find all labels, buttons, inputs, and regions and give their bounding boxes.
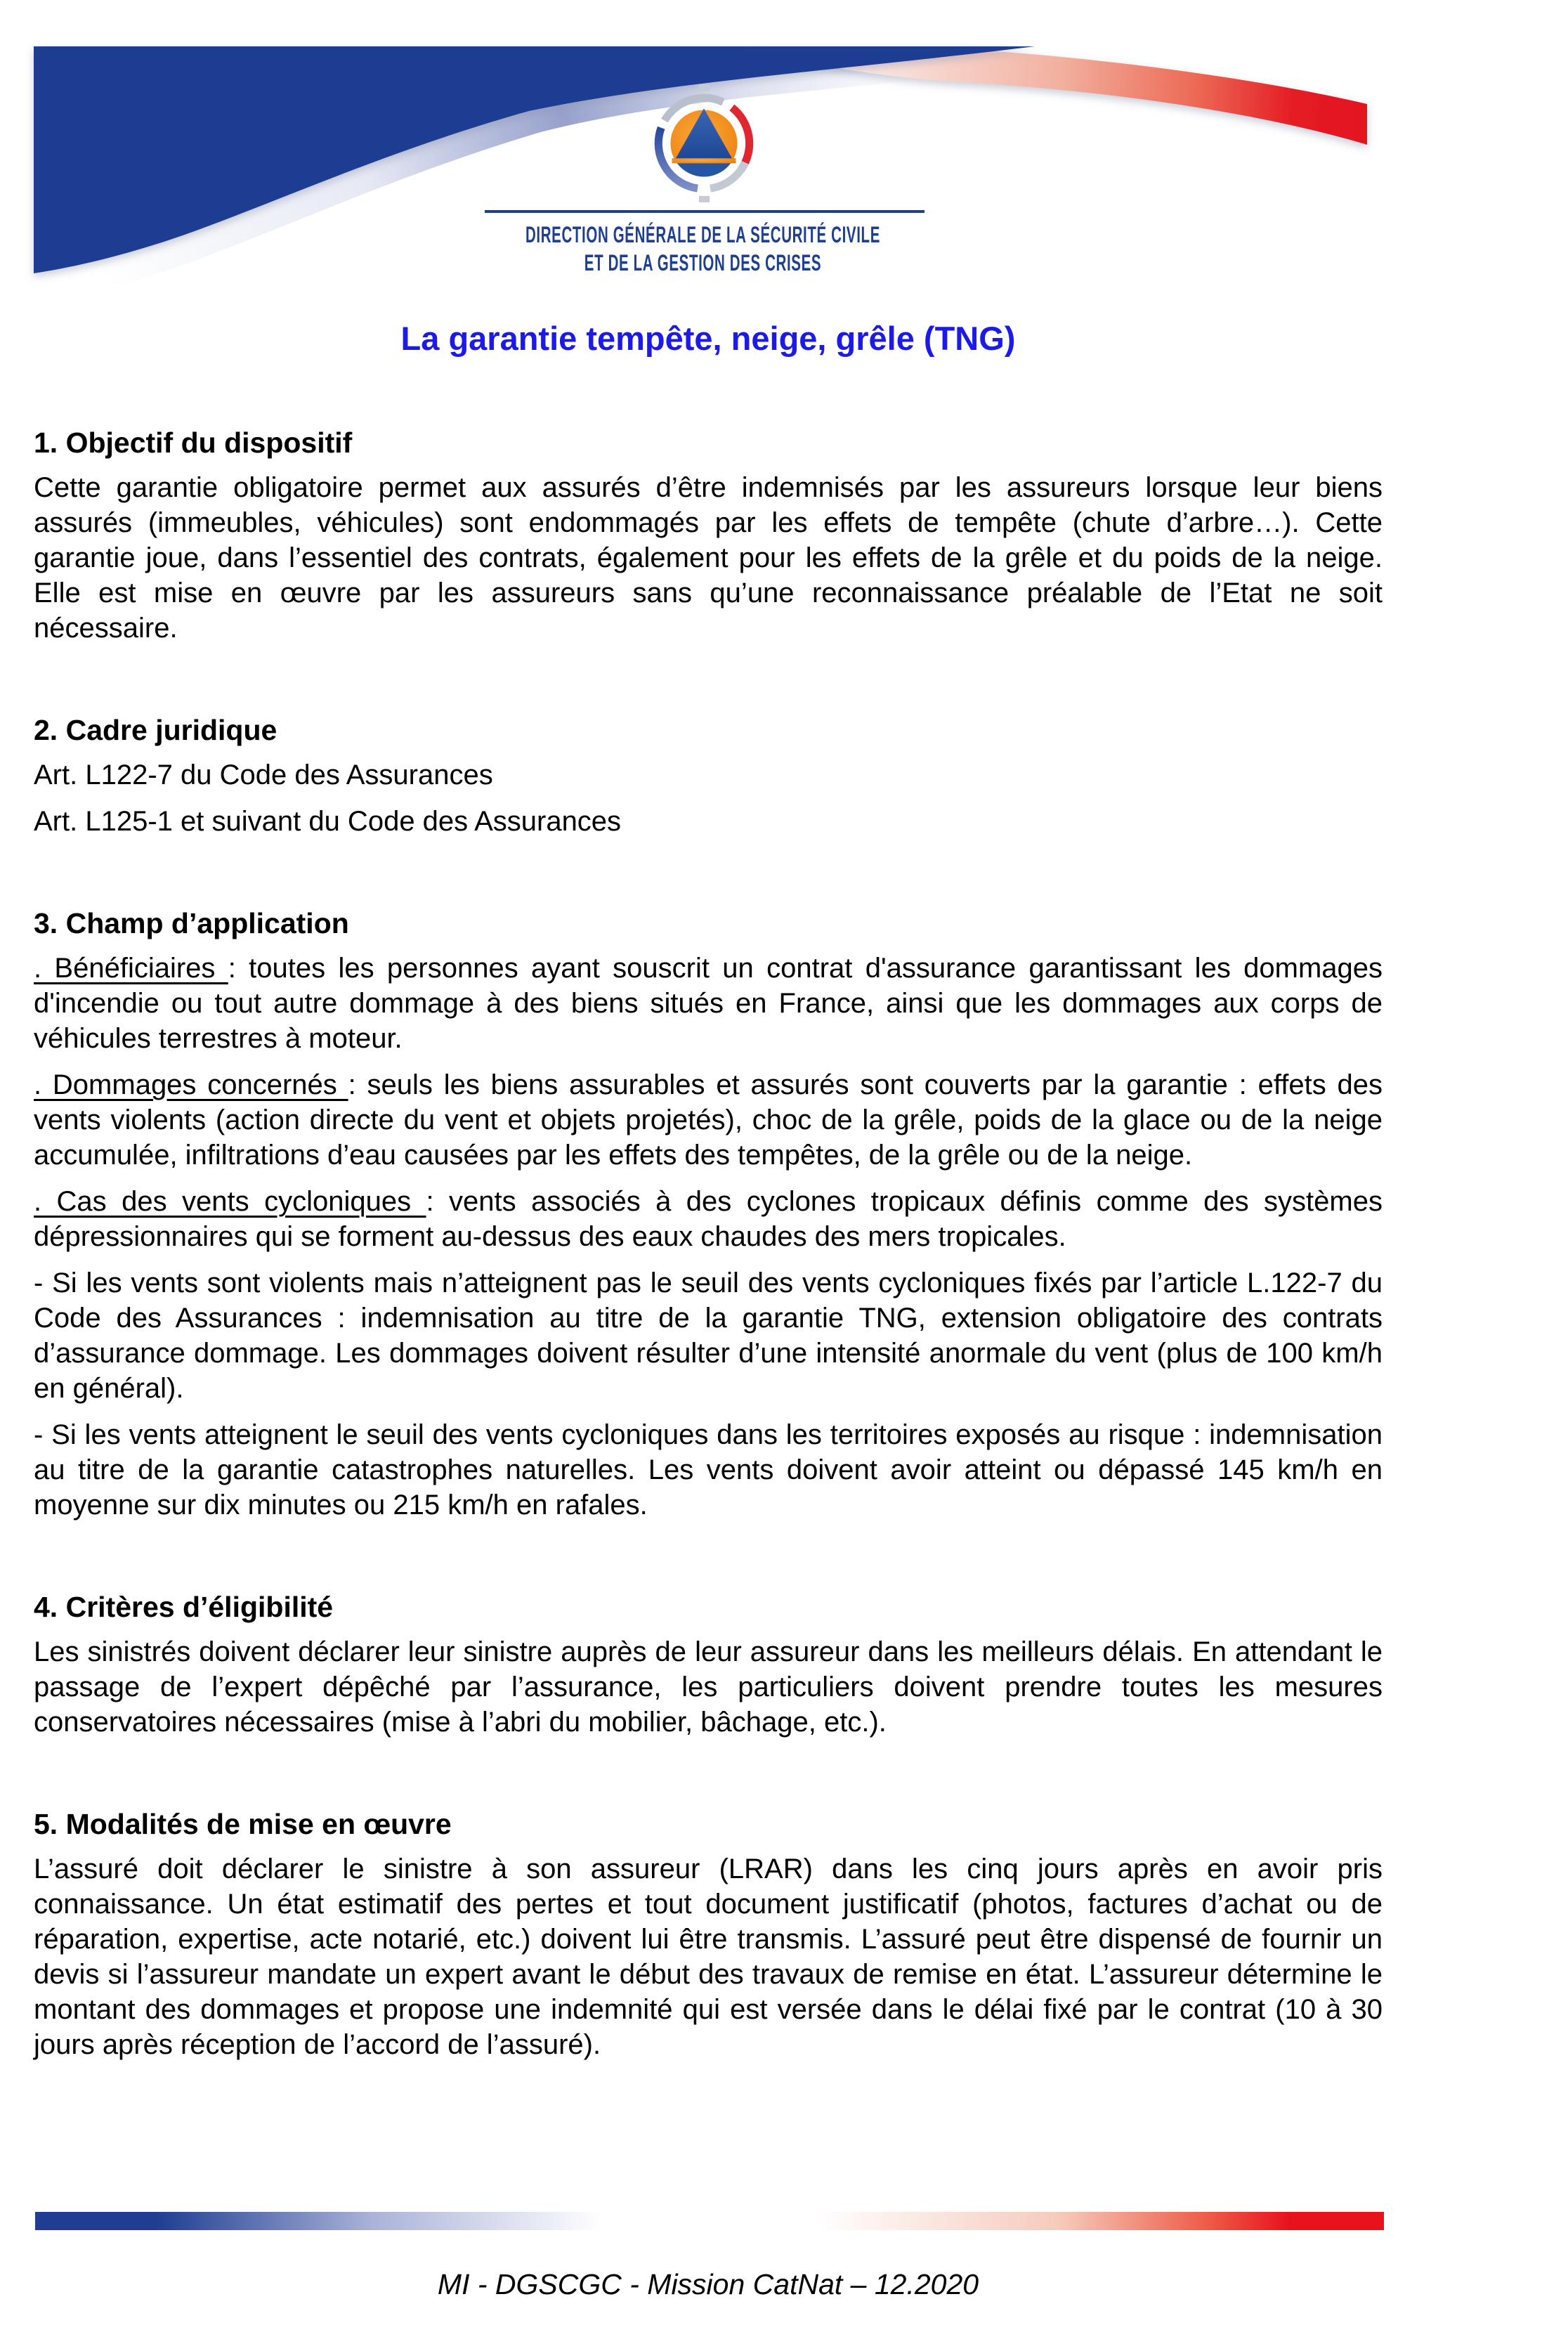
paragraph-underlined-lead: . Cas des vents cycloniques: [34, 1186, 426, 1217]
section-heading: 1. Objectif du dispositif: [34, 426, 353, 459]
section-objectif: [34, 425, 1383, 646]
org-name-line2: ET DE LA GESTION DES CRISES: [584, 250, 822, 275]
paragraph: [34, 757, 1383, 793]
section-champ-application: [34, 906, 1383, 1523]
paragraph: [34, 951, 1383, 1056]
paragraph-text: Art. L122-7 du Code des Assurances: [34, 760, 493, 790]
footer-text: MI - DGSCGC - Mission CatNat – 12.2020: [437, 2268, 979, 2300]
paragraph: [34, 1265, 1383, 1406]
footer-flag-bar: [35, 2212, 1384, 2230]
paragraph-text: - Si les vents atteignent le seuil des vents cycloniques dans les territoires exposés au risque : indemnisation au titre de la garantie catastrophes naturelles. Les vents doivent avoir atteint ou dépassé 145 km/h en moyenne sur dix minutes ou 215 km/h en rafales.: [34, 1419, 1383, 1520]
org-divider-line: [485, 210, 925, 213]
paragraph: [34, 1634, 1383, 1740]
paragraph: [34, 470, 1383, 646]
paragraph-underlined-lead: . Dommages concernés: [34, 1069, 348, 1100]
org-name-line1: DIRECTION GÉNÉRALE DE LA SÉCURITÉ CIVILE: [525, 222, 881, 247]
paragraph-text: : seuls les biens assurables et assurés sont couverts par la garantie : effets des vents violents (action directe du vent et objets projetés), choc de la grêle, poids de la glace ou de la neige accumulée, infiltrations d’eau causées par les effets des tempêtes, de la grêle ou de la neige.: [34, 1069, 1383, 1171]
section-criteres-eligibilite: [34, 1589, 1383, 1740]
org-name: [34, 221, 1372, 277]
page-title: La garantie tempête, neige, grêle (TNG): [400, 320, 1016, 357]
paragraph-text: Art. L125-1 et suivant du Code des Assurances: [34, 806, 622, 837]
paragraph-text: : vents associés à des cyclones tropicaux définis comme des systèmes dépressionnaires qui se forment au-dessus des eaux chaudes des mers tropicales.: [34, 1186, 1383, 1252]
paragraph-text: : toutes les personnes ayant souscrit un contrat d'assurance garantissant les dommages d'incendie ou tout autre dommage à des biens situés en France, ainsi que les dommages aux corps de véhicules terrestres à moteur.: [34, 953, 1383, 1054]
section-heading: 4. Critères d’éligibilité: [34, 1591, 334, 1623]
paragraph-text: Cette garantie obligatoire permet aux assurés d’être indemnisés par les assureurs lorsque leur biens assurés (immeubles, véhicules) sont endommagés par les effets de tempête (chute d’arbre…). Cette garantie joue, dans l’essentiel des contrats, également pour les effets de la grêle et du poids de la neige. Elle est mise en œuvre par les assureurs sans qu’une reconnaissance préalable de l’Etat ne soit nécessaire.: [34, 472, 1383, 644]
paragraph: [34, 1184, 1383, 1254]
paragraph: [34, 1851, 1383, 2062]
ring-top-tab: [699, 84, 710, 91]
logo-orange-strip: [672, 158, 736, 163]
section-heading: 3. Champ d’application: [34, 907, 349, 939]
section-heading: 5. Modalités de mise en œuvre: [34, 1808, 452, 1840]
paragraph-text: Les sinistrés doivent déclarer leur sinistre auprès de leur assureur dans les meilleurs délais. En attendant le passage de l’expert dépêché par l’assurance, les particuliers doivent prendre toutes les mesures conservatoires nécessaires (mise à l’abri du mobilier, bâchage, etc.).: [34, 1636, 1383, 1738]
paragraph-underlined-lead: . Bénéficiaires: [34, 953, 228, 984]
logo-bottom-chord: [677, 163, 731, 176]
section-heading: 2. Cadre juridique: [34, 714, 277, 746]
ring-bottom-tab: [699, 196, 710, 202]
header-banner: [34, 46, 1372, 280]
section-cadre-juridique: [34, 712, 1383, 839]
paragraph-text: L’assuré doit déclarer le sinistre à son assureur (LRAR) dans les cinq jours après en avoir pris connaissance. Un état estimatif des pertes et tout document justificatif (photos, factures d’achat ou de réparation, expertise, acte notarié, etc.) doivent lui être transmis. L’assuré peut être dispensé de fournir un devis si l’assureur mandate un expert avant le début des travaux de remise en état. L’assureur détermine le montant des dommages et propose une indemnité qui est versée dans le délai fixé par le contrat (10 à 30 jours après réception de l’accord de l’assuré).: [34, 1854, 1383, 2060]
section-modalites: [34, 1806, 1383, 2062]
paragraph: [34, 1417, 1383, 1523]
paragraph: [34, 1067, 1383, 1173]
paragraph-text: - Si les vents sont violents mais n’atteignent pas le seuil des vents cycloniques fixés par l’article L.122-7 du Code des Assurances : indemnisation au titre de la garantie TNG, extension obligatoire des contrats d’assurance dommage. Les dommages doivent résulter d’une intensité anormale du vent (plus de 100 km/h en général).: [34, 1268, 1383, 1404]
paragraph: [34, 804, 1383, 839]
protection-civile-logo-icon: [643, 83, 764, 204]
